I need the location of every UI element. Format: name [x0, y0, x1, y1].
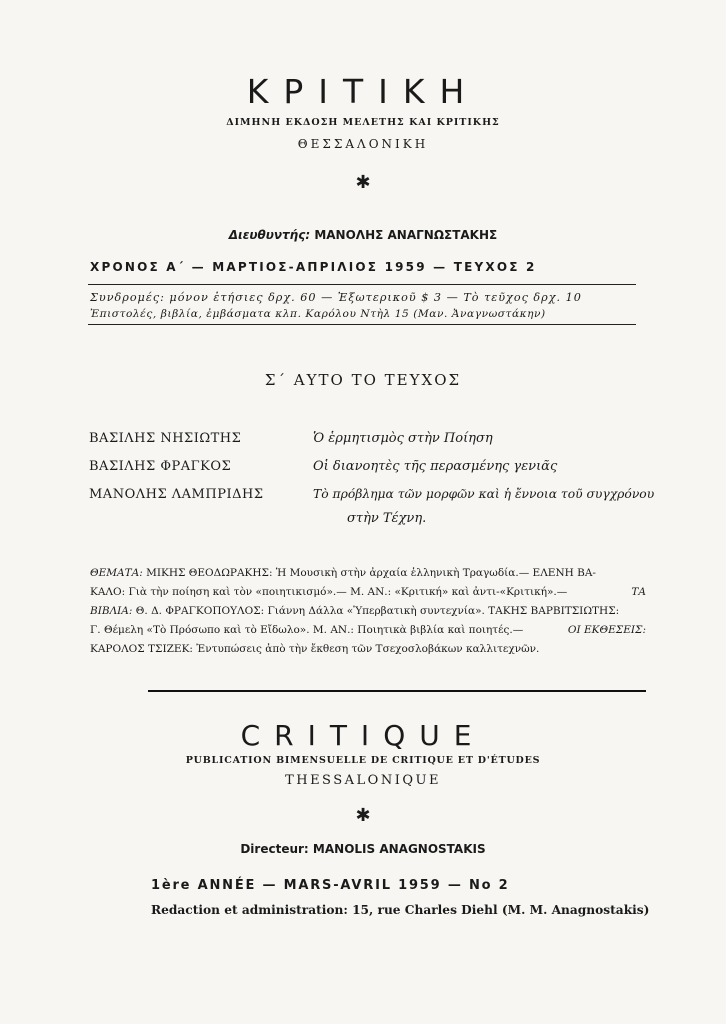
subscriptions-info: Συνδρομές: μόνον ἐτήσιες δρχ. 60 — Ἐξωτερικοῦ $ 3 — Τὸ τεῦχος δρχ. 10	[90, 291, 582, 304]
themes-text: ΚΑΛΟ: Γιὰ τὴν ποίηση καὶ τὸν «ποιητικισμό».— Μ. ΑΝ.: «Κριτική» καὶ ἀντι-«Κριτική».—	[90, 586, 568, 598]
themes-text: ΜΙΚΗΣ ΘΕΟΔΩΡΑΚΗΣ: Ἡ Μουσικὴ στὴν ἀρχαία ἑλληνικὴ Τραγωδία.— ΕΛΕΝΗ ΒΑ-	[146, 567, 596, 579]
themes-line	[90, 602, 646, 621]
administration-address: Redaction et administration: 15, rue Charles Diehl (M. M. Anagnostakis)	[151, 903, 650, 917]
section-divider	[148, 690, 646, 692]
director-line-greek	[0, 228, 726, 242]
city-greek: ΘΕΣΣΑΛΟΝΙΚΗ	[297, 137, 429, 151]
contents-heading: Σ΄ ΑΥΤΟ ΤΟ ΤΕΥΧΟΣ	[264, 371, 462, 389]
director-name-french: MANOLIS ANAGNOSTAKIS	[312, 842, 486, 856]
journal-subtitle-french: PUBLICATION BIMENSUELLE DE CRITIQUE ET D'ÉTUDES	[185, 755, 541, 766]
journal-subtitle-greek: ΔΙΜΗΝΗ ΕΚΔΟΣΗ ΜΕΛΕΤΗΣ ΚΑΙ ΚΡΙΤΙΚΗΣ	[226, 117, 500, 128]
themes-text: ΚΑΡΟΛΟΣ ΤΣΙΖΕΚ: Ἐντυπώσεις ἀπὸ τὴν ἔκθεση τῶν Τσεχοσλοβάκων καλλιτεχνῶν.	[90, 643, 540, 655]
toc-title: Τὸ πρόβλημα τῶν μορφῶν καὶ ἡ ἔννοια τοῦ συγχρόνου	[313, 487, 655, 501]
toc-author: ΒΑΣΙΛΗΣ ΦΡΑΓΚΟΣ	[89, 459, 232, 474]
themes-line	[90, 621, 646, 640]
section-label: ΤΑ	[631, 586, 646, 598]
correspondence-info: Ἐπιστολές, βιβλία, ἐμβάσματα κλπ. Καρόλου Ντὴλ 15 (Μαν. Ἀναγνωστάκην)	[90, 308, 546, 320]
themes-line	[90, 564, 646, 583]
director-line-french	[0, 842, 726, 856]
asterisk-ornament-icon: ✱	[355, 172, 371, 193]
issue-line-french: 1ère ANNÉE — MARS-AVRIL 1959 — No 2	[151, 878, 510, 893]
themes-text: Γ. Θέμελη «Τὸ Πρόσωπο καὶ τὸ Εἴδωλο». Μ. ΑΝ.: Ποιητικὰ βιβλία καὶ ποιητές.—	[90, 624, 524, 636]
themes-line	[90, 583, 646, 602]
asterisk-ornament-icon: ✱	[355, 805, 371, 826]
toc-author: ΜΑΝΟΛΗΣ ΛΑΜΠΡΙΔΗΣ	[89, 487, 264, 502]
issue-line-greek: ΧΡΟΝΟΣ Α΄ — ΜΑΡΤΙΟΣ-ΑΠΡΙΛΙΟΣ 1959 — ΤΕΥΧΟΣ 2	[90, 260, 537, 274]
themes-text: Θ. Δ. ΦΡΑΓΚΟΠΟΥΛΟΣ: Γιάννη Δάλλα «Ὑπερβατικὴ συντεχνία». ΤΑΚΗΣ ΒΑΡΒΙΤΣΙΩΤΗΣ:	[135, 605, 620, 617]
divider-bottom	[88, 324, 636, 325]
themes-line	[90, 640, 646, 659]
journal-title-french: CRITIQUE	[240, 719, 486, 752]
toc-title: Ὁ ἑρμητισμὸς στὴν Ποίηση	[313, 431, 493, 446]
toc-title: Οἱ διανοητὲς τῆς περασμένης γενιᾶς	[313, 459, 558, 474]
toc-title-continued: στὴν Τέχνη.	[347, 511, 427, 526]
city-french: THESSALONIQUE	[285, 773, 441, 788]
themes-paragraph	[90, 564, 646, 659]
section-label: ΟΙ ΕΚΘΕΣΕΙΣ:	[567, 624, 646, 636]
divider-top	[88, 284, 636, 285]
section-label: ΘΕΜΑΤΑ:	[90, 567, 143, 579]
director-label-greek: Διευθυντής:	[228, 228, 311, 242]
toc-author: ΒΑΣΙΛΗΣ ΝΗΣΙΩΤΗΣ	[89, 431, 242, 446]
journal-title-greek: ΚΡΙΤΙΚΗ	[246, 72, 480, 111]
director-label-french: Directeur:	[240, 842, 309, 856]
director-name-greek: ΜΑΝΟΛΗΣ ΑΝΑΓΝΩΣΤΑΚΗΣ	[314, 228, 498, 242]
section-label: ΒΙΒΛΙΑ:	[90, 605, 133, 617]
